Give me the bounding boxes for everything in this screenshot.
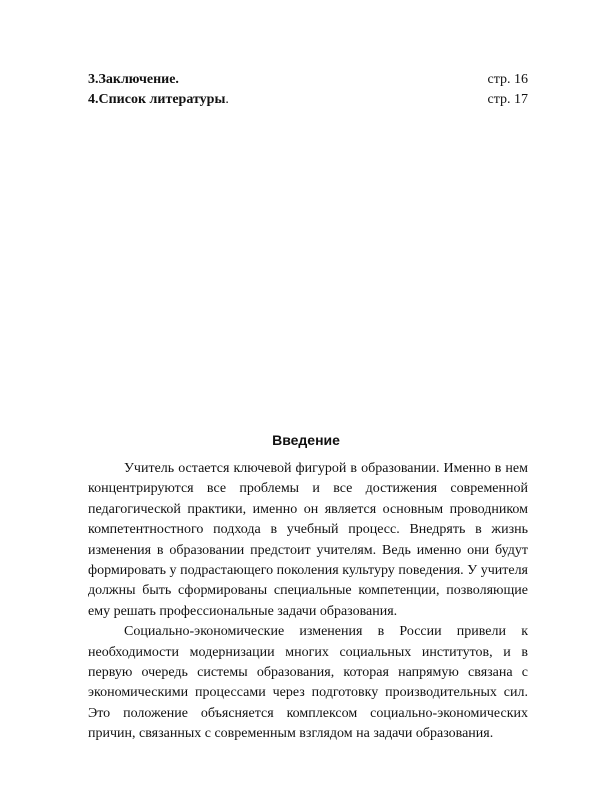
paragraph: Учитель остается ключевой фигурой в образовании. Именно в нем концентрируются все проблемы и все достижения современной педагогической практики, именно он является основным проводником компетентностного подхода в учебный процесс. Внедрять в жизнь изменения в образовании предстоит учителям. Ведь именно они будут формировать у подрастающего поколения культуру поведения. У учителя должны быть сформированы специальные компетенции, позволяющие ему решать профессиональные задачи образования. xyxy=(88,461,528,619)
section-body xyxy=(88,459,528,745)
toc-entry-references xyxy=(88,90,528,110)
toc-entry-title: 4.Список литературы xyxy=(88,92,226,107)
toc-entry-conclusion xyxy=(88,70,528,90)
table-of-contents xyxy=(88,70,528,110)
toc-entry-label xyxy=(88,70,179,90)
section-heading: Введение xyxy=(272,432,340,448)
toc-entry-page: стр. 16 xyxy=(487,72,528,87)
toc-entry-suffix: . xyxy=(225,92,229,107)
toc-entry-title: 3.Заключение. xyxy=(88,72,179,87)
toc-entry-label xyxy=(88,90,229,110)
toc-entry-page: стр. 17 xyxy=(487,92,528,107)
paragraph: Социально-экономические изменения в России привели к необходимости модернизации многих социальных институтов, и в первую очередь системы образования, которая напрямую связана с экономическими процессами через подготовку производительных сил. Это положение объясняется комплексом социально-экономических причин, связанных с современным взглядом на задачи образования. xyxy=(88,624,528,742)
